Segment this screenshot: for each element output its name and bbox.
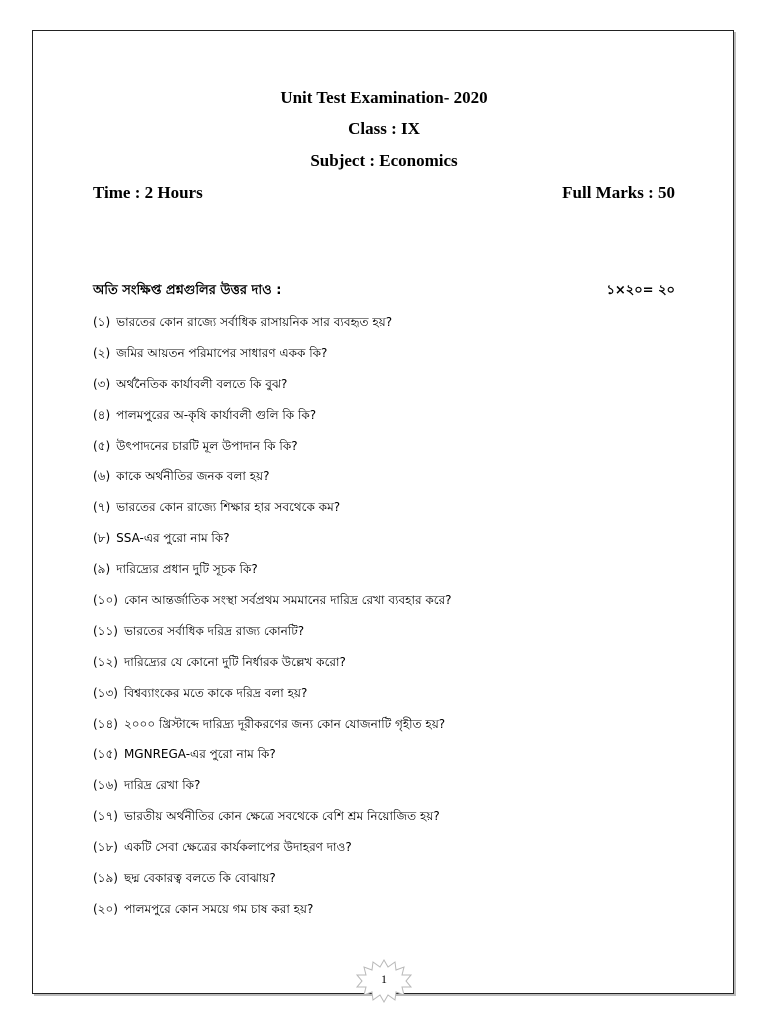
question-item <box>93 497 693 528</box>
question-item <box>93 744 693 775</box>
question-item <box>93 559 693 590</box>
section-instruction: অতি সংক্ষিপ্ত প্রশ্নগুলির উত্তর দাও : <box>93 283 282 298</box>
question-text: বিশ্বব্যাংকের মতে কাকে দরিদ্র বলা হয়? <box>123 685 308 700</box>
question-item <box>93 683 693 714</box>
question-item <box>93 528 693 559</box>
question-number: (১৮) <box>93 840 118 855</box>
question-item <box>93 868 693 899</box>
question-text: একটি সেবা ক্ষেত্রের কার্যকলাপের উদাহরণ দাও? <box>123 840 352 855</box>
question-text: ভারতীয় অর্থনীতির কোন ক্ষেত্রে সবথেকে বেশি শ্রম নিয়োজিত হয়? <box>123 809 440 824</box>
question-item <box>93 652 693 683</box>
question-text: জমির আয়তন পরিমাপের সাধারণ একক কি? <box>116 345 328 360</box>
question-item <box>93 714 693 745</box>
question-number: (১৫) <box>93 747 118 762</box>
question-text: দারিদ্র্যের প্রধান দুটি সূচক কি? <box>116 562 258 577</box>
question-item <box>93 405 693 436</box>
time-label: Time : 2 Hours <box>93 183 203 202</box>
question-item <box>93 374 693 405</box>
question-number: (১৬) <box>93 778 118 793</box>
question-text: কাকে অর্থনীতির জনক বলা হয়? <box>116 469 270 484</box>
question-item <box>93 806 693 837</box>
section-marks: ১×২০= ২০ <box>606 283 675 298</box>
question-number: (১২) <box>93 654 118 669</box>
question-text: ভারতের কোন রাজ্যে শিক্ষার হার সবথেকে কম? <box>116 500 341 515</box>
question-number: (৪) <box>93 407 111 422</box>
page-number: 1 <box>381 972 387 986</box>
question-number: (১৯) <box>93 871 118 886</box>
question-text: ২০০০ খ্রিস্টাব্দে দারিদ্র্য দূরীকরণের জন্য কোন যোজনাটি গৃহীত হয়? <box>123 716 446 731</box>
question-number: (১০) <box>93 593 118 608</box>
question-text: দারিদ্র্যের যে কোনো দুটি নির্ধারক উল্লেখ করো? <box>123 654 346 669</box>
question-text: ছদ্ম বেকারত্ব বলতে কি বোঝায়? <box>123 871 276 886</box>
question-text: ভারতের কোন রাজ্যে সর্বাধিক রাসায়নিক সার ব্যবহৃত হয়? <box>116 315 393 329</box>
question-number: (২০) <box>93 901 118 916</box>
question-item <box>93 899 693 930</box>
question-item <box>93 436 693 467</box>
question-text: পালমপুরের অ-কৃষি কার্যাবলী গুলি কি কি? <box>116 407 317 422</box>
question-number: (২) <box>93 345 111 360</box>
question-number: (১১) <box>93 623 118 638</box>
exam-meta-row <box>93 183 675 203</box>
question-text: দারিদ্র রেখা কি? <box>123 778 201 793</box>
question-item <box>93 837 693 868</box>
question-number: (৩) <box>93 376 111 391</box>
question-item <box>93 621 693 652</box>
page-number-badge <box>353 958 415 1004</box>
question-text: SSA-এর পুরো নাম কি? <box>116 531 230 546</box>
question-item <box>93 590 693 621</box>
question-text: ভারতের সর্বাধিক দরিদ্র রাজ্য কোনটি? <box>123 623 305 638</box>
question-number: (১৭) <box>93 809 118 824</box>
question-text: উৎপাদনের চারটি মূল উপাদান কি কি? <box>116 438 298 453</box>
question-text: পালমপুরে কোন সময়ে গম চাষ করা হয়? <box>123 901 314 916</box>
question-number: (৯) <box>93 562 111 577</box>
full-marks-label: Full Marks : 50 <box>562 183 675 202</box>
question-text: কোন আন্তর্জাতিক সংস্থা সর্বপ্রথম সমমানের দারিদ্র রেখা ব্যবহার করে? <box>123 593 452 608</box>
question-number: (৬) <box>93 469 111 484</box>
class-line: Class : IX <box>348 119 420 138</box>
question-item <box>93 775 693 806</box>
subject-line: Subject : Economics <box>310 151 458 170</box>
question-number: (৭) <box>93 500 111 515</box>
section-heading <box>93 281 675 302</box>
question-item <box>93 343 693 374</box>
question-number: (১) <box>93 315 111 329</box>
question-item <box>93 466 693 497</box>
question-number: (১৪) <box>93 716 118 731</box>
question-number: (৮) <box>93 531 111 546</box>
question-text: MGNREGA-এর পুরো নাম কি? <box>123 747 276 762</box>
question-text: অর্থনৈতিক কার্যাবলী বলতে কি বুঝ? <box>116 376 288 391</box>
exam-title: Unit Test Examination- 2020 <box>280 88 488 107</box>
question-list <box>93 312 693 930</box>
question-number: (৫) <box>93 438 111 453</box>
question-number: (১৩) <box>93 685 118 700</box>
question-item <box>93 312 693 343</box>
